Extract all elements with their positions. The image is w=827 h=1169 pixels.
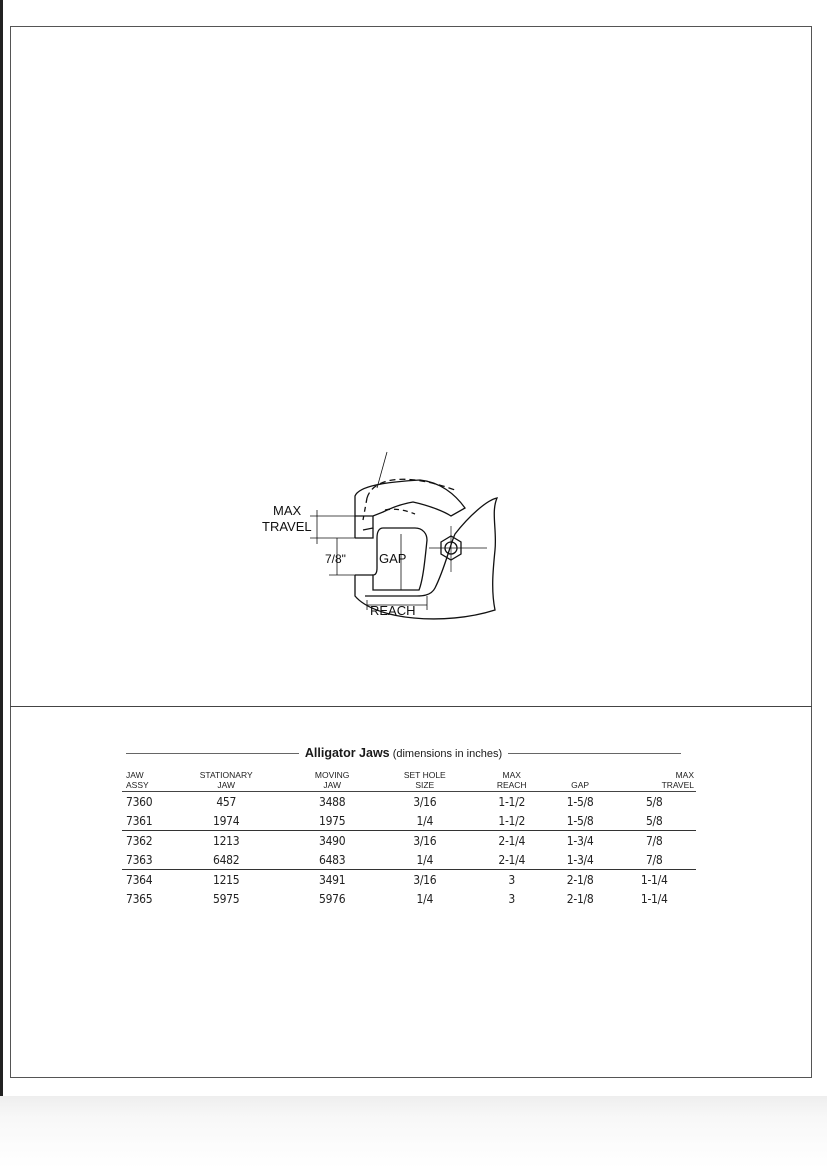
table-row [122,831,696,851]
cell-moving-jaw: 5976 [319,891,346,906]
table-row [122,889,696,908]
header-moving-jaw: MOVING JAW [290,770,374,792]
max-label: MAX [273,503,302,518]
cell-max-travel: 1-1/4 [640,891,668,906]
alligator-jaw-diagram [255,450,515,630]
table-row [122,850,696,870]
table-title [299,746,508,760]
header-stationary-jaw: STATIONARY JAW [162,770,290,792]
cell-max-reach: 1-1/2 [476,811,548,831]
section-divider [10,706,812,707]
cell-moving-jaw: 3488 [319,794,346,809]
stationary-jaw [355,498,497,619]
cell-max-reach: 3 [508,891,515,906]
cell-set-hole-size: 1/4 [374,850,476,870]
travel-label: TRAVEL [262,519,312,534]
scan-edge [0,0,3,1100]
cell-set-hole-size: 3/16 [413,833,437,848]
cell-gap: 1-5/8 [548,811,613,831]
reach-label: REACH [370,603,416,618]
alligator-jaws-table [122,770,696,908]
table-title-row [126,743,681,763]
cell-stationary-jaw: 1974 [162,811,290,831]
cell-max-reach: 3 [508,872,515,887]
cell-max-reach: 2-1/4 [476,850,548,870]
cell-stationary-jaw: 457 [216,794,237,809]
table-row [122,792,696,812]
moving-jaw [355,480,465,516]
cell-gap: 1-3/4 [566,833,594,848]
cell-max-reach: 1-1/2 [498,794,526,809]
cell-moving-jaw: 1975 [290,811,374,831]
scan-bottom-margin [0,1096,827,1169]
cell-stationary-jaw: 6482 [162,850,290,870]
header-jaw-assy: JAW ASSY [122,770,162,792]
cell-jaw-assy: 7361 [122,811,162,831]
cell-stationary-jaw: 5975 [213,891,240,906]
cell-jaw-assy: 7362 [126,833,153,848]
cell-max-travel: 5/8 [645,794,663,809]
cell-set-hole-size: 1/4 [416,891,434,906]
cell-set-hole-size: 3/16 [413,794,437,809]
cell-set-hole-size: 3/16 [413,872,437,887]
title-rule-left [126,753,299,754]
title-rule-right [508,753,681,754]
table-title-main: Alligator Jaws [304,746,390,760]
cell-stationary-jaw: 1213 [213,833,240,848]
cell-max-travel: 5/8 [612,811,696,831]
cell-moving-jaw: 6483 [290,850,374,870]
cell-gap: 1-5/8 [566,794,594,809]
header-max-travel: MAX TRAVEL [612,770,696,792]
header-set-hole-size: SET HOLE SIZE [374,770,476,792]
cell-stationary-jaw: 1215 [213,872,240,887]
cell-jaw-assy: 7364 [126,872,153,887]
cell-moving-jaw: 3491 [319,872,346,887]
table-row [122,870,696,890]
cell-jaw-assy: 7365 [126,891,153,906]
table-header-row [122,770,696,792]
table-title-subtitle: (dimensions in inches) [392,748,503,760]
open-jaw-outline [367,479,455,498]
cell-max-travel: 1-1/4 [640,872,668,887]
header-gap: GAP [548,770,613,792]
header-max-reach: MAX REACH [476,770,548,792]
cell-max-reach: 2-1/4 [498,833,526,848]
dimension-label: 7/8" [325,552,346,566]
cell-gap: 2-1/8 [566,891,594,906]
cell-set-hole-size: 1/4 [374,811,476,831]
cell-max-travel: 7/8 [612,850,696,870]
cell-max-travel: 7/8 [645,833,663,848]
cell-gap: 2-1/8 [566,872,594,887]
cell-moving-jaw: 3490 [319,833,346,848]
gap-label: GAP [379,551,407,566]
cell-jaw-assy: 7360 [126,794,153,809]
cell-jaw-assy: 7363 [122,850,162,870]
cell-gap: 1-3/4 [548,850,613,870]
table-row [122,811,696,831]
